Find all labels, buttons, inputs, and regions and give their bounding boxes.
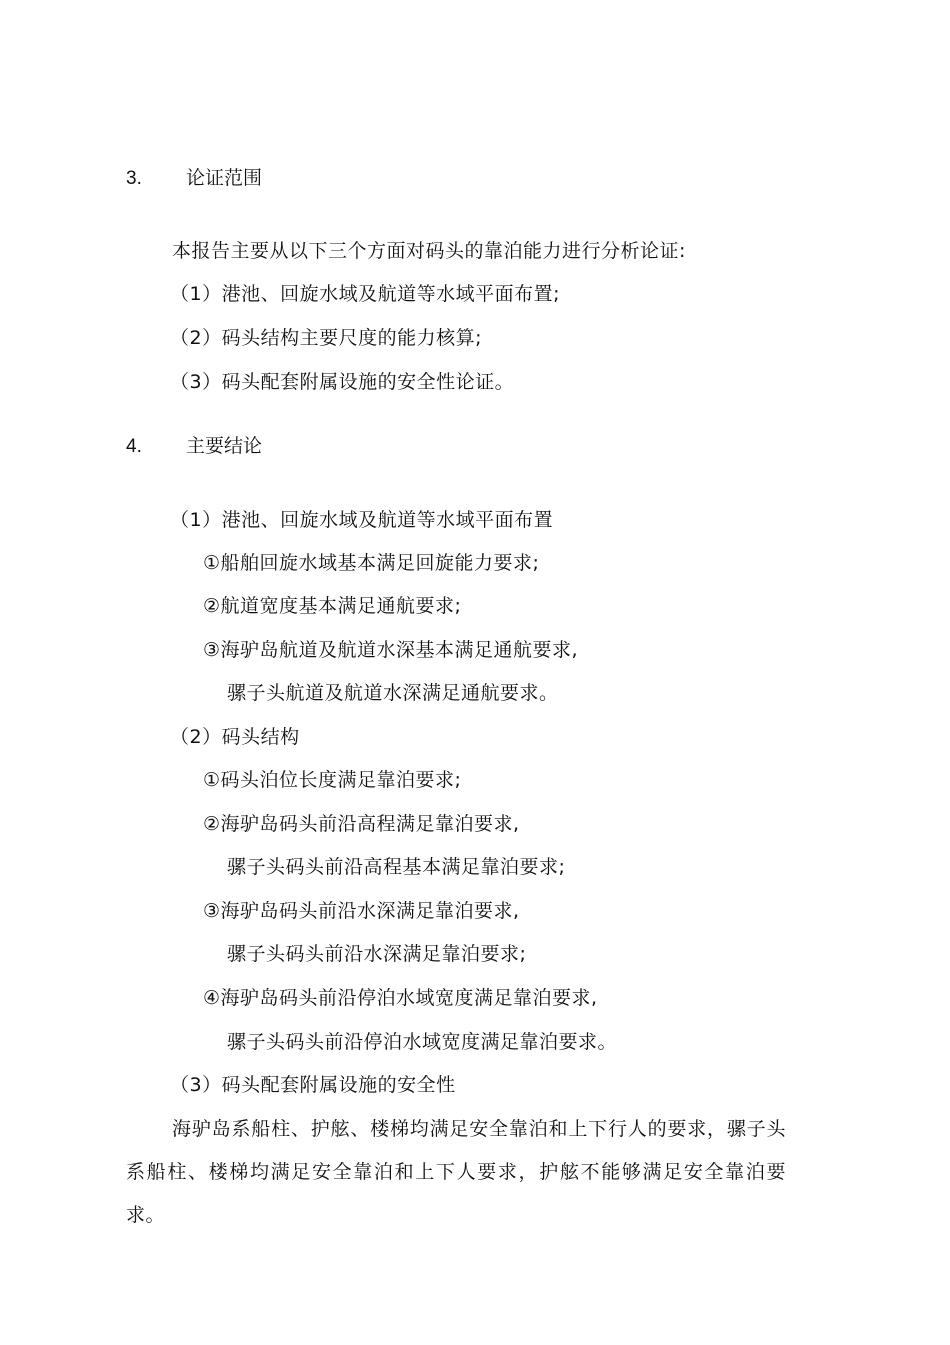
conclusion-2-line-2: ②海驴岛码头前沿高程满足靠泊要求, xyxy=(203,813,520,835)
section-3-heading xyxy=(126,166,262,191)
conclusion-2-line-6: ④海驴岛码头前沿停泊水域宽度满足靠泊要求, xyxy=(203,987,598,1009)
section-3-item-2: （2）码头结构主要尺度的能力核算; xyxy=(170,327,482,349)
conclusion-3-paragraph: 海驴岛系船柱、护舷、楼梯均满足安全靠泊和上下行人的要求，骡子头系船柱、楼梯均满足安全靠泊和上下人要求，护舷不能够满足安全靠泊要求。 xyxy=(126,1118,786,1226)
conclusion-2-line-5: 骡子头码头前沿水深满足靠泊要求; xyxy=(227,943,527,965)
section-4-heading xyxy=(126,434,262,459)
conclusion-2-line-4: ③海驴岛码头前沿水深满足靠泊要求, xyxy=(203,900,520,922)
conclusion-2-line-7: 骡子头码头前沿停泊水域宽度满足靠泊要求。 xyxy=(227,1031,618,1053)
section-4-title: 主要结论 xyxy=(186,435,263,457)
conclusion-2-line-3: 骡子头码头前沿高程基本满足靠泊要求; xyxy=(227,856,566,878)
section-3-item-3: （3）码头配套附属设施的安全性论证。 xyxy=(170,371,515,393)
conclusion-group-2-heading: （2）码头结构 xyxy=(170,726,300,748)
conclusion-group-1-heading: （1）港池、回旋水域及航道等水域平面布置 xyxy=(170,509,554,531)
conclusion-group-3-heading: （3）码头配套附属设施的安全性 xyxy=(170,1074,456,1096)
section-3-title: 论证范围 xyxy=(186,167,263,189)
section-3-item-1: （1）港池、回旋水域及航道等水域平面布置; xyxy=(170,283,560,305)
conclusion-1-line-1: ①船舶回旋水域基本满足回旋能力要求; xyxy=(203,552,540,574)
conclusion-1-line-3: ③海驴岛航道及航道水深基本满足通航要求, xyxy=(203,639,579,661)
section-3-intro: 本报告主要从以下三个方面对码头的靠泊能力进行分析论证: xyxy=(172,240,686,262)
conclusion-1-line-4: 骡子头航道及航道水深满足通航要求。 xyxy=(227,682,559,704)
conclusion-1-line-2: ②航道宽度基本满足通航要求; xyxy=(203,595,462,617)
section-3-number: 3. xyxy=(126,168,142,189)
conclusion-2-line-1: ①码头泊位长度满足靠泊要求; xyxy=(203,769,462,791)
section-4-number: 4. xyxy=(126,436,142,457)
